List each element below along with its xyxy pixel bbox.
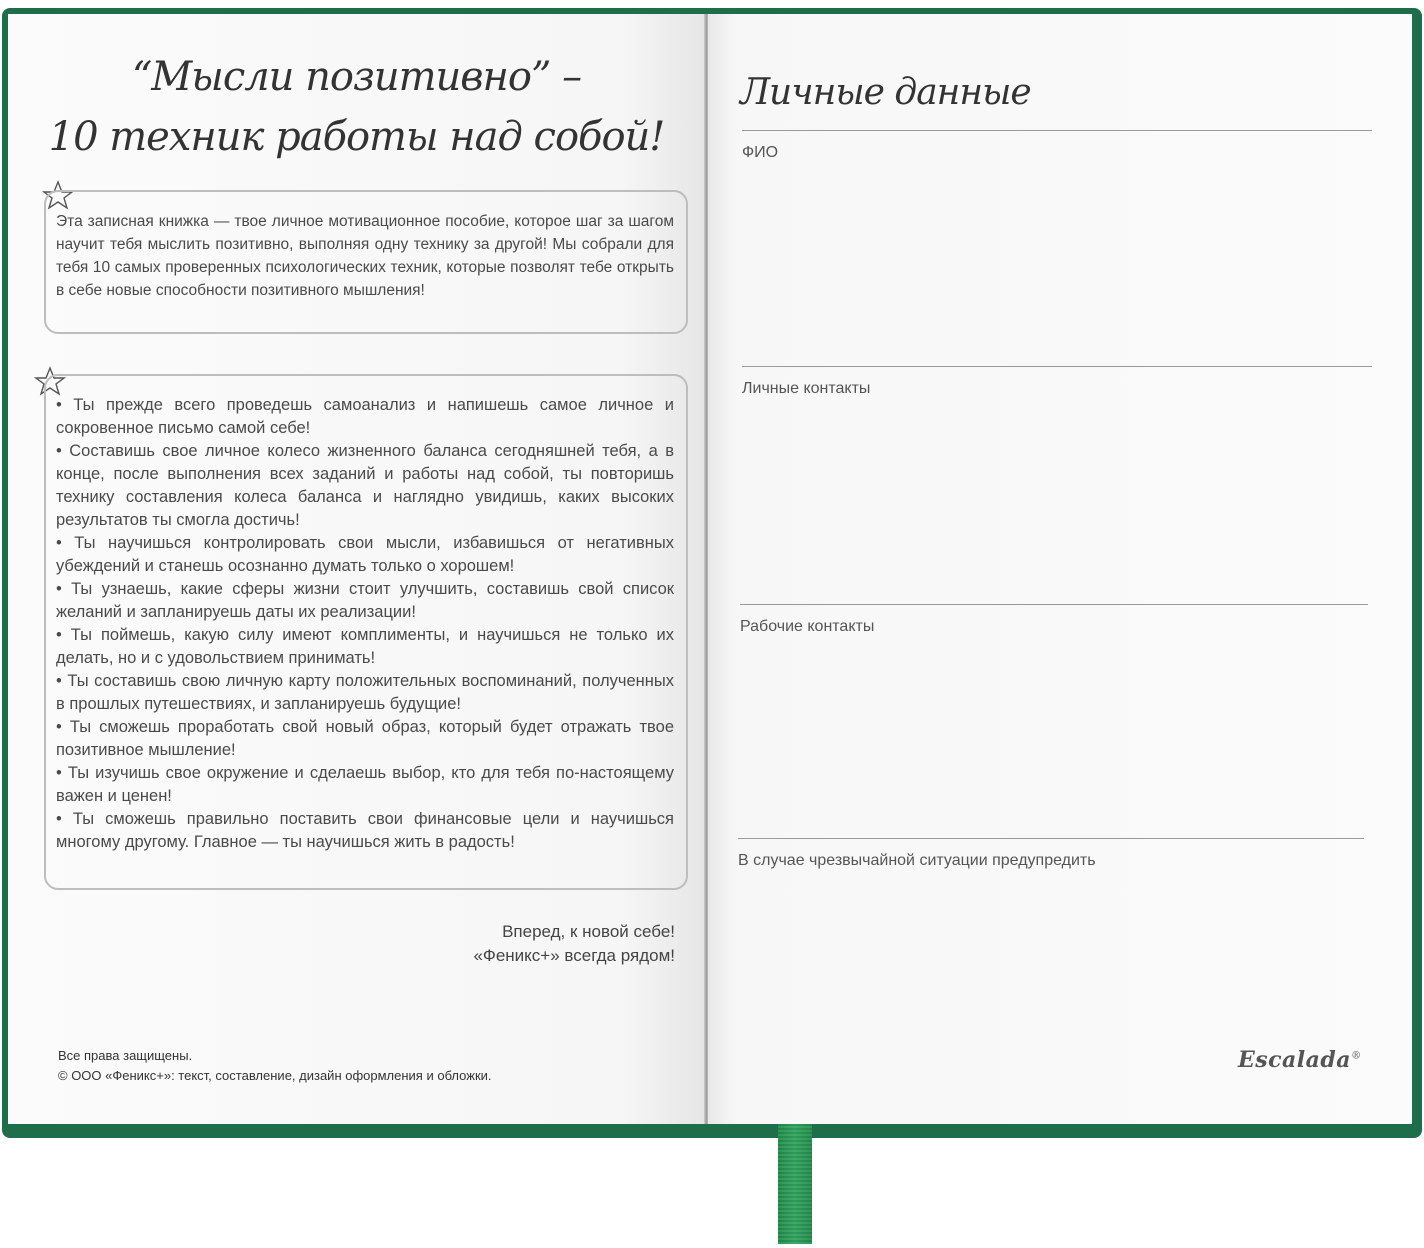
closing-line-1: Вперед, к новой себе! bbox=[502, 922, 675, 941]
technique-item: • Ты составишь свою личную карту положительных воспоминаний, полученных в прошлых путешествиях, и запланируешь будущие! bbox=[56, 672, 674, 713]
technique-item: • Ты узнаешь, какие сферы жизни стоит улучшить, составишь свой список желаний и запланируешь даты их реализации! bbox=[56, 580, 674, 621]
emergency-contact-label: В случае чрезвычайной ситуации предупредить bbox=[738, 852, 1096, 869]
bookmark-ribbon bbox=[778, 1124, 812, 1244]
divider-line bbox=[738, 838, 1364, 839]
title-line-2: 10 техник работы над собой! bbox=[48, 114, 665, 160]
techniques-list bbox=[56, 394, 674, 854]
personal-data-heading: Личные данные bbox=[740, 72, 1031, 113]
technique-item: • Ты прежде всего проведешь самоанализ и напишешь самое личное и сокровенное письмо самой себе! bbox=[56, 396, 674, 437]
left-page bbox=[8, 14, 705, 1124]
right-page bbox=[708, 14, 1412, 1124]
technique-item: • Ты поймешь, какую силу имеют комплименты, и научишься не только их делать, но и с удовольствием принимать! bbox=[56, 626, 674, 667]
registered-mark: ® bbox=[1351, 1050, 1362, 1062]
logo-wordmark: Escalada bbox=[1238, 1047, 1352, 1073]
divider-line bbox=[740, 604, 1368, 605]
technique-item: • Ты сможешь правильно поставить свои финансовые цели и научишься многому другому. Главное — ты научишься жить в радость! bbox=[56, 810, 674, 851]
copyright-line-2: © ООО «Феникс+»: текст, составление, дизайн оформления и обложки. bbox=[58, 1068, 492, 1083]
copyright-line-1: Все права защищены. bbox=[58, 1048, 193, 1063]
work-contacts-label: Рабочие контакты bbox=[740, 618, 875, 635]
divider-line bbox=[742, 366, 1372, 367]
divider-line bbox=[742, 130, 1372, 131]
closing-line-2: «Феникс+» всегда рядом! bbox=[473, 946, 675, 965]
title-line-1: “Мысли позитивно” – bbox=[131, 54, 582, 100]
fio-field-label: ФИО bbox=[742, 144, 779, 161]
intro-text: Эта записная книжка — твое личное мотивационное пособие, которое шаг за шагом научит тебя мыслить позитивно, выполняя одну технику за другой! Мы собрали для тебя 10 самых проверенных психологических техник, которые позволят тебе открыть в себе новые способности позитивного мышления! bbox=[56, 213, 674, 299]
escalada-logo bbox=[1238, 1047, 1362, 1073]
technique-item: • Ты научишься контролировать свои мысли, избавишься от негативных убеждений и станешь осознанно думать только о хорошем! bbox=[56, 534, 674, 575]
technique-item: • Составишь свое личное колесо жизненного баланса сегодняшней тебя, а в конце, после выполнения всех заданий и работы над собой, ты повторишь технику составления колеса баланса и наглядно увидишь, каких высоких результатов ты смогла достичь! bbox=[56, 442, 674, 529]
technique-item: • Ты сможешь проработать свой новый образ, который будет отражать твое позитивное мышление! bbox=[56, 718, 674, 759]
technique-item: • Ты изучишь свое окружение и сделаешь выбор, кто для тебя по-настоящему важен и ценен! bbox=[56, 764, 674, 805]
copyright bbox=[58, 1046, 492, 1086]
closing-text bbox=[473, 920, 675, 968]
personal-contacts-label: Личные контакты bbox=[742, 380, 871, 397]
